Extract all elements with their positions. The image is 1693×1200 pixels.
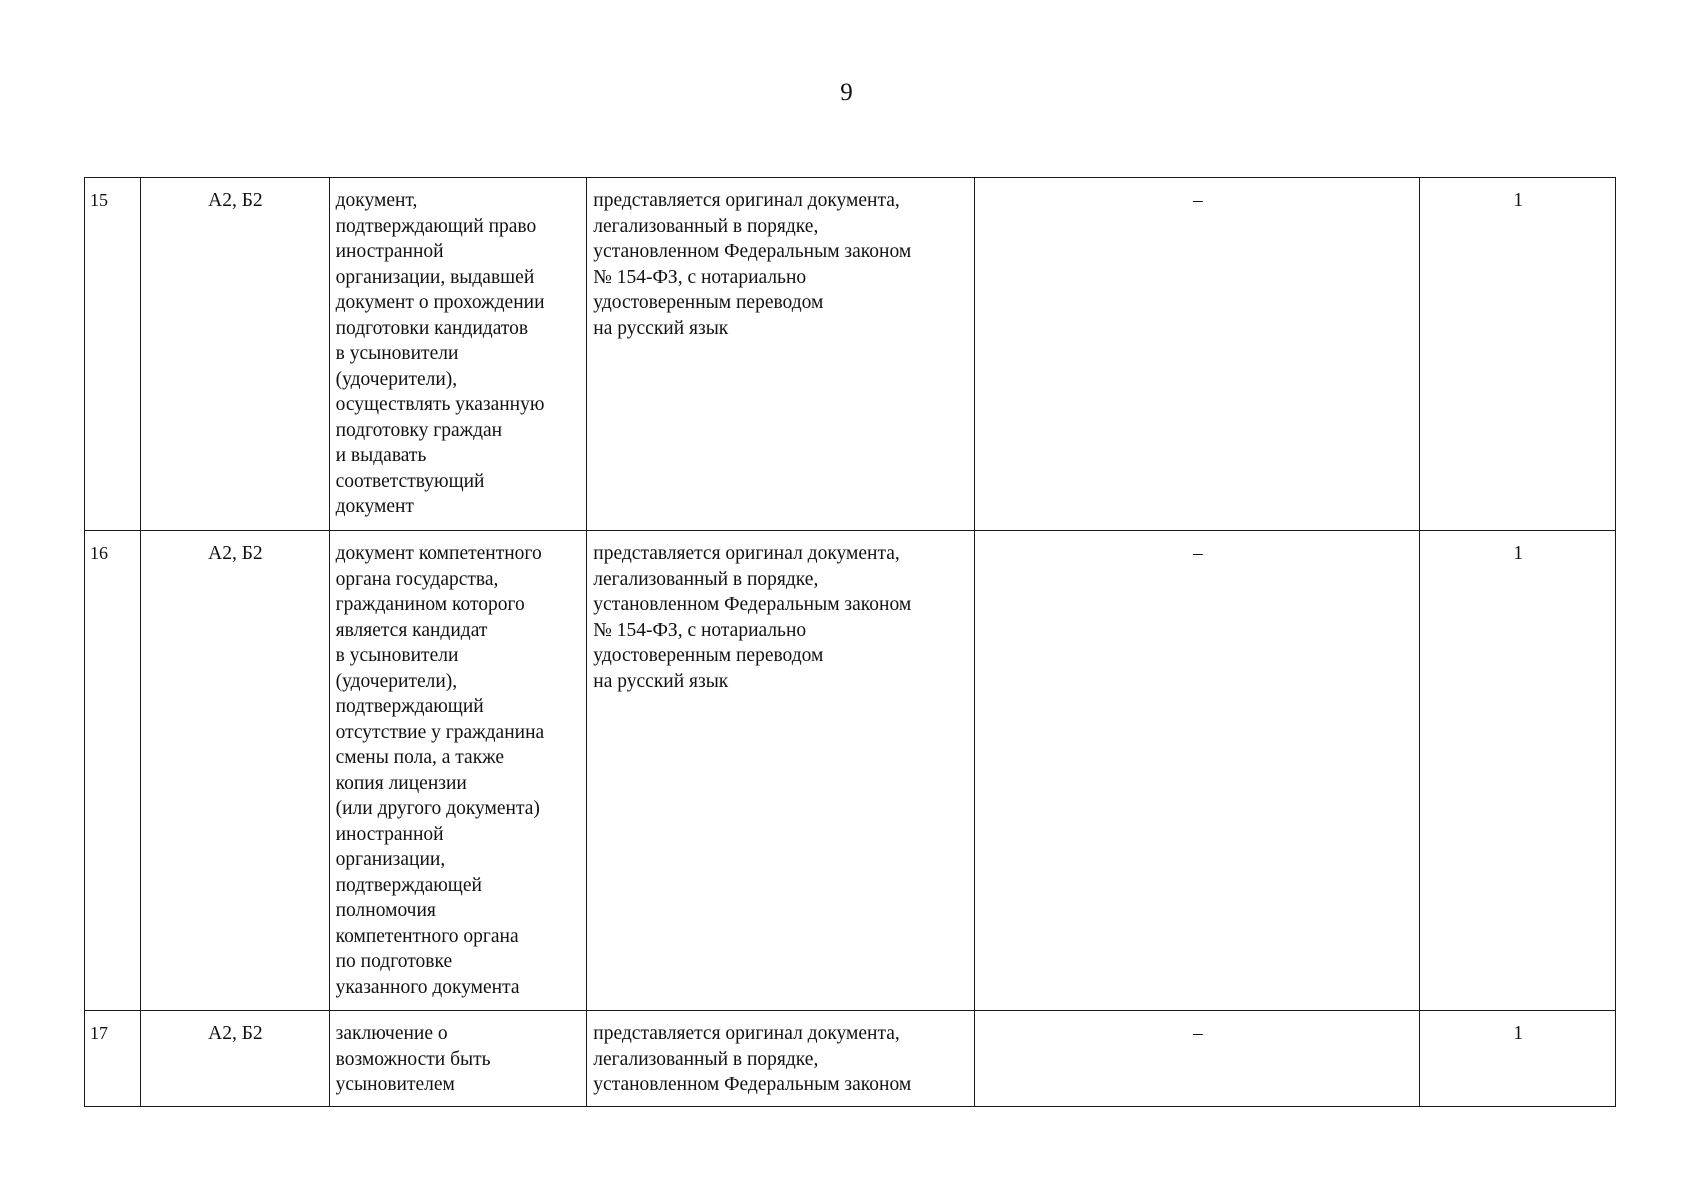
count-cell: 1 [1420, 178, 1616, 531]
document-name-cell: документ, подтверждающий право иностранной организации, выдавшей документ о прохождении подготовки кандидатов в усыновители (удочерители), осуществлять указанную подготовку граждан и выдавать соответствующий документ [329, 178, 587, 531]
dash-cell: – [975, 178, 1420, 531]
row-number-cell: 16 [85, 531, 141, 1011]
count-cell: 1 [1420, 531, 1616, 1011]
page-number: 9 [840, 79, 853, 106]
row-number-cell: 15 [85, 178, 141, 531]
category-codes-cell: А2, Б2 [141, 531, 329, 1011]
category-codes-cell: А2, Б2 [141, 178, 329, 531]
dash-cell: – [975, 1011, 1420, 1107]
document-name-cell: документ компетентного органа государства, гражданином которого является кандидат в усыновители (удочерители), подтверждающий отсутствие у гражданина смены пола, а также копия лицензии (или другого документа) иностранной организации, подтверждающей полномочия компетентного органа по подготовке указанного документа [329, 531, 587, 1011]
table-row [85, 531, 1616, 1011]
requirements-cell: представляется оригинал документа, легализованный в порядке, установленном Федеральным законом № 154-ФЗ, с нотариально удостоверенным переводом на русский язык [587, 178, 975, 531]
requirements-cell: представляется оригинал документа, легализованный в порядке, установленном Федеральным законом № 154-ФЗ, с нотариально удостоверенным переводом на русский язык [587, 531, 975, 1011]
count-cell: 1 [1420, 1011, 1616, 1107]
documents-table [84, 177, 1616, 1107]
requirements-cell: представляется оригинал документа, легализованный в порядке, установленном Федеральным законом [587, 1011, 975, 1107]
row-number-cell: 17 [85, 1011, 141, 1107]
dash-cell: – [975, 531, 1420, 1011]
table-row [85, 1011, 1616, 1107]
table-row [85, 178, 1616, 531]
document-name-cell: заключение о возможности быть усыновителем [329, 1011, 587, 1107]
category-codes-cell: А2, Б2 [141, 1011, 329, 1107]
